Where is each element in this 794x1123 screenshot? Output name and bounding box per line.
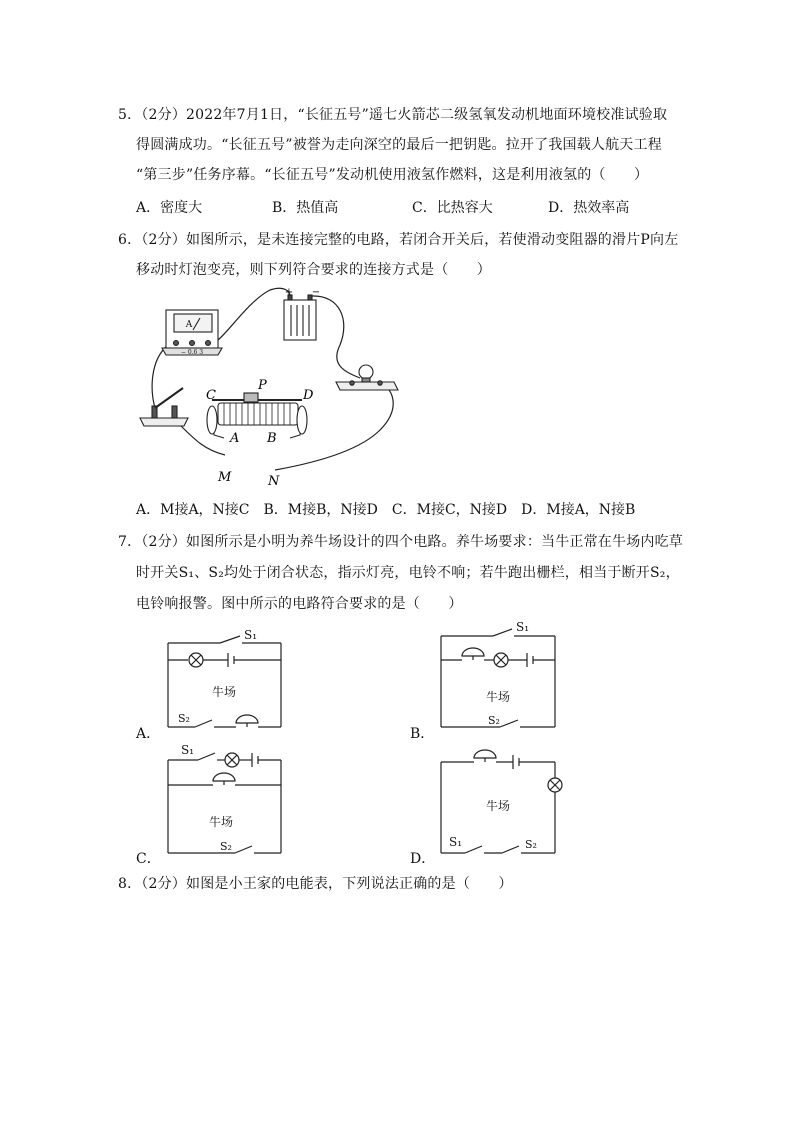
q5-line3: “第三步”任务序幕。“长征五号”发动机使用液氢作燃料，这是利用液氢的（ ）: [136, 167, 649, 183]
circuit-d-s2: S₂: [525, 838, 537, 851]
circuit-a-s2: S₂: [178, 712, 190, 725]
circuit-b: [441, 629, 555, 727]
q5-line2: 得圆满成功。“长征五号”被誉为走向深空的最后一把钥匙。拉开了我国载人航天工程: [136, 137, 662, 153]
wire-label-n: N: [268, 474, 280, 489]
q7-label-c: C．: [136, 851, 161, 867]
q5-option-c: C．比热容大: [412, 200, 493, 216]
rheostat-label-a: A: [230, 431, 240, 446]
q6-options: A．M接A，N接C B．M接B，N接D C．M接C，N接D D．M接A，N接B: [136, 502, 636, 518]
circuit-b-s2: S₂: [488, 714, 500, 727]
wire-label-m: M: [218, 470, 232, 485]
ammeter-terminals: − 0.6 3: [180, 349, 204, 356]
q7-label-d: D．: [410, 851, 436, 867]
rheostat-label-p: P: [258, 378, 267, 393]
q5-option-b: B．热值高: [272, 200, 339, 216]
q7-line3: 电铃响报警。图中所示的电路符合要求的是（ ）: [136, 596, 463, 612]
circuit-c-s1: S₁: [181, 743, 195, 757]
rheostat-label-b: B: [267, 431, 277, 446]
q7-label-b: B．: [410, 726, 435, 742]
ammeter-label: A: [185, 320, 193, 330]
battery-plus: +: [284, 287, 294, 298]
q7-line1: 7．（2分）如图所示是小明为养牛场设计的四个电路。养牛场要求：当牛正常在牛场内吃草: [118, 534, 684, 550]
rheostat-label-d: D: [303, 388, 314, 403]
circuit-c: [168, 753, 281, 853]
q7-label-a: A．: [136, 726, 161, 742]
q7-line2: 时开关S₁、S₂均处于闭合状态，指示灯亮，电铃不响；若牛跑出栅栏，相当于断开S₂，: [136, 565, 680, 581]
circuit-a-field: 牛场: [212, 685, 237, 699]
q8-line1: 8．（2分）如图是小王家的电能表，下列说法正确的是（ ）: [118, 876, 513, 892]
circuit-c-s2: S₂: [220, 840, 232, 853]
circuit-d-s1: S₁: [449, 835, 463, 849]
q5-option-d: D．热效率高: [548, 200, 630, 216]
circuit-b-field: 牛场: [486, 690, 511, 704]
q5-option-a: A．密度大: [136, 200, 203, 216]
circuit-c-field: 牛场: [209, 815, 234, 829]
battery-minus: −: [311, 287, 321, 298]
rheostat-label-c: C: [206, 388, 216, 403]
circuit-b-s1: S₁: [516, 620, 530, 634]
q6-line1: 6．（2分）如图所示，是未连接完整的电路，若闭合开关后，若使滑动变阻器的滑片P向左: [118, 232, 679, 248]
q6-line2: 移动时灯泡变亮，则下列符合要求的连接方式是（ ）: [136, 262, 491, 278]
circuit-a-s1: S₁: [244, 628, 258, 642]
circuit-d-field: 牛场: [486, 799, 511, 813]
q5-line1: 5．（2分）2022年7月1日，“长征五号”遥七火箭芯二级氢氧发动机地面环境校准试验取: [118, 107, 668, 123]
